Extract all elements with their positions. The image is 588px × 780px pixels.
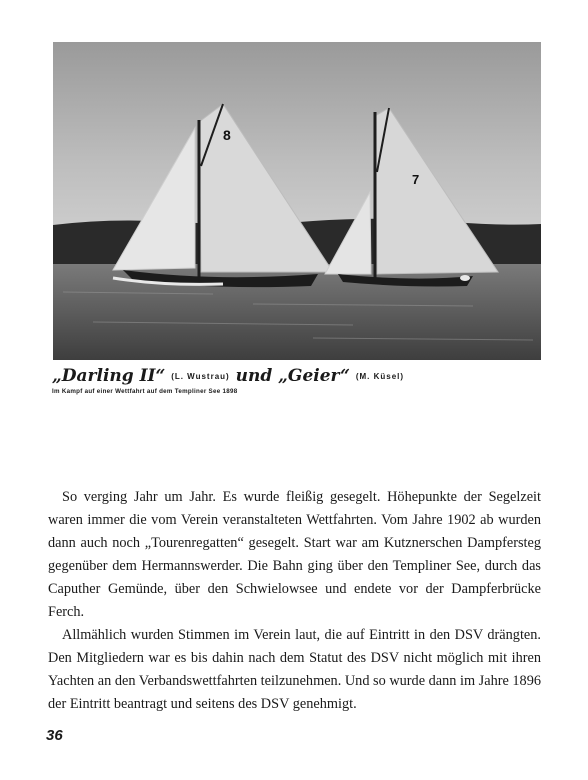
sail-number-right: 7 [412, 172, 420, 187]
photo-caption [52, 366, 404, 386]
page-number: 36 [46, 727, 63, 744]
sailing-photo [53, 42, 541, 360]
sail-number-left: 8 [223, 127, 231, 143]
boat1-name: „Darling II“ [52, 366, 166, 386]
boat2-name: „Geier“ [278, 366, 350, 386]
boat1-owner: (L. Wustrau) [171, 372, 230, 381]
paragraph: So verging Jahr um Jahr. Es wurde fleißig gesegelt. Höhepunkte der Segelzeit waren immer die vom Verein veranstalteten Wettfahrten. Vom Jahre 1902 ab wurden dann auch noch „Tourenregatten“ gesegelt. Start war am Kutznerschen Dampfersteg gegenüber dem Hermannswerder. Die Bahn ging über den Templiner See, durch das Caputher Gemünde, über den Schwielowsee und endete vor der Dampferbrücke Ferch. [48, 489, 541, 620]
body-text [48, 486, 541, 716]
caption-and: und [235, 366, 273, 386]
boat2-owner: (M. Küsel) [355, 372, 405, 381]
paragraph: Allmählich wurden Stimmen im Verein laut, die auf Eintritt in den DSV drängten. Den Mitgliedern war es bis dahin nach dem Statut des DSV nicht möglich mit ihren Yachten an den Verbandswettfahrten teilzunehmen. Und so wurde dann im Jahre 1896 der Eintritt beantragt und seitens des DSV genehmigt. [48, 627, 541, 712]
photo-caption-subtitle: Im Kampf auf einer Wettfahrt auf dem Templiner See 1898 [52, 388, 238, 395]
sky [53, 42, 541, 242]
